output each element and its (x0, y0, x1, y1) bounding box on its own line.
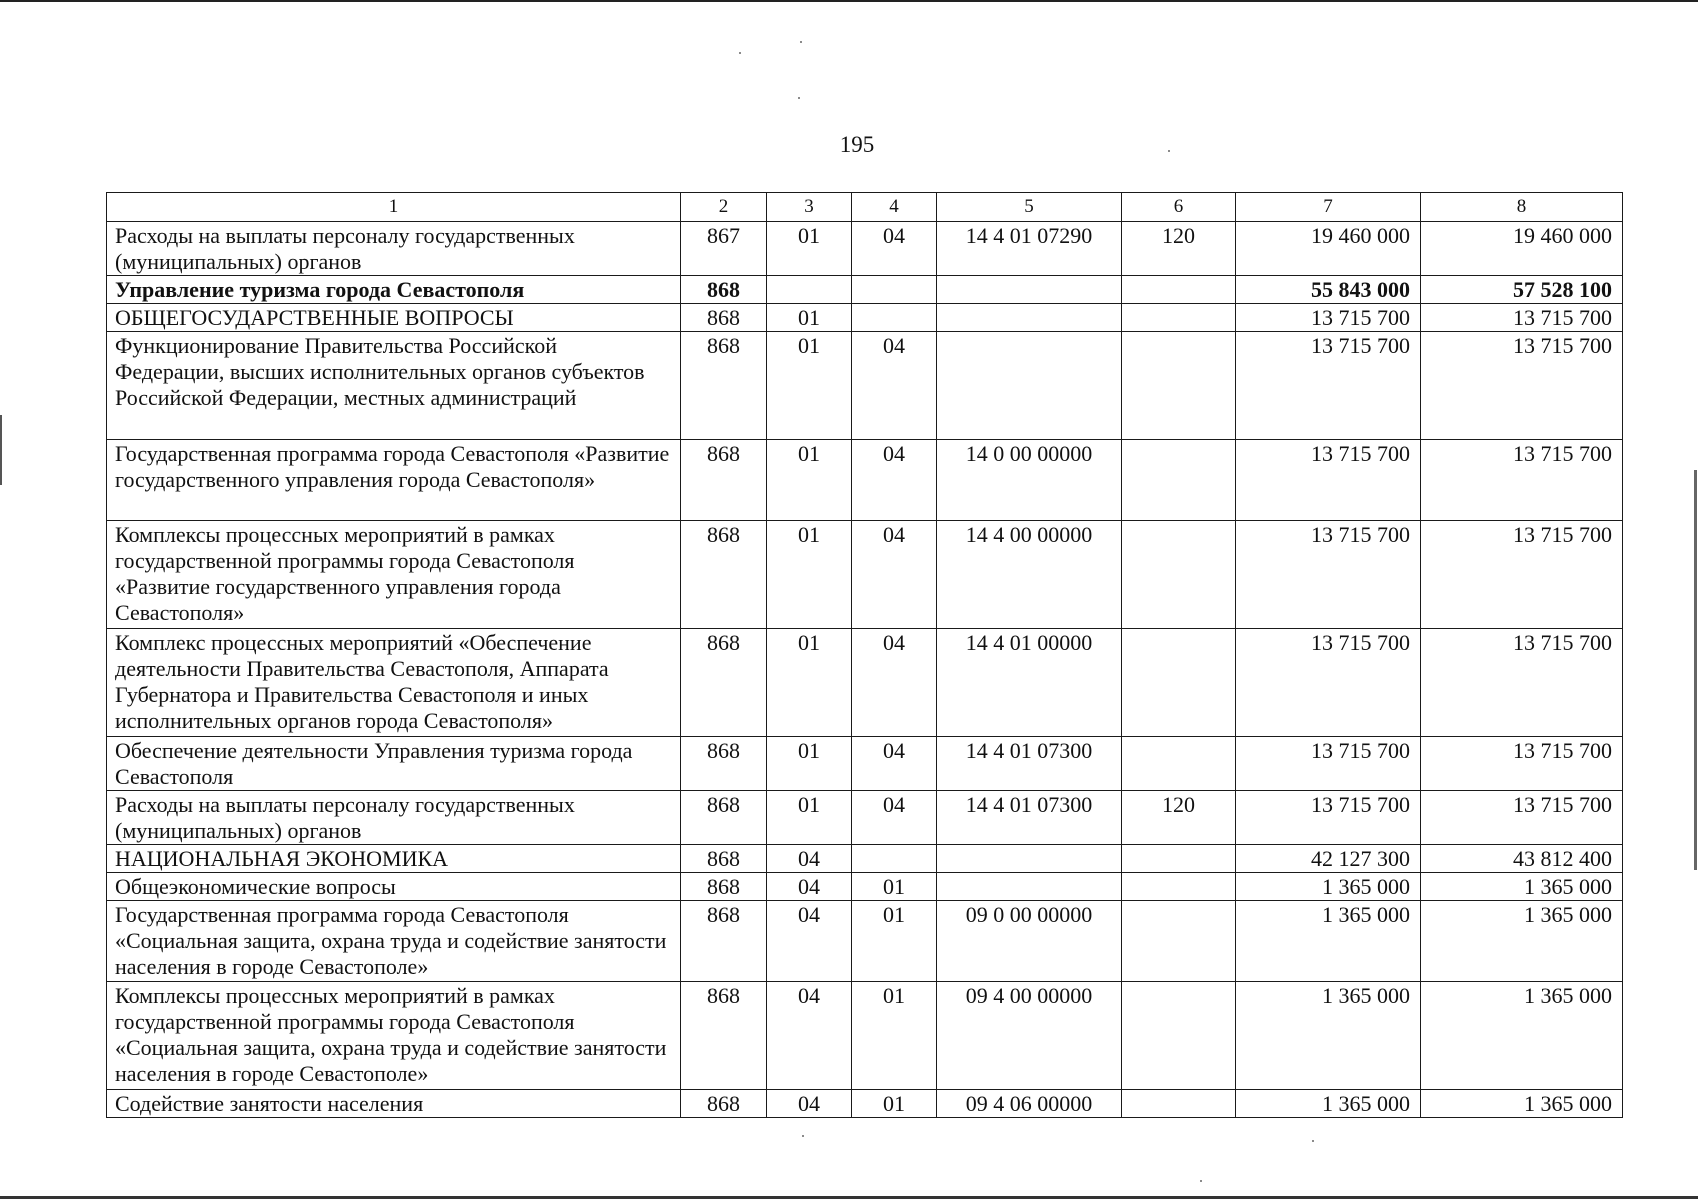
row-code-col3: 01 (767, 440, 852, 521)
scan-speck (1168, 150, 1170, 152)
row-code-col5 (937, 332, 1122, 440)
row-code-col2: 868 (681, 1090, 767, 1118)
row-code-col3: 04 (767, 1090, 852, 1118)
row-code-col2: 868 (681, 873, 767, 901)
row-amount-col7: 13 715 700 (1236, 440, 1421, 521)
row-code-col4: 04 (852, 791, 937, 845)
scan-border-right (1694, 470, 1697, 870)
row-amount-col8: 43 812 400 (1421, 845, 1623, 873)
table-row (107, 982, 1623, 1090)
column-header: 2 (681, 193, 767, 222)
row-code-col2: 868 (681, 304, 767, 332)
row-name-cell: Комплекс процессных мероприятий «Обеспечение деятельности Правительства Севастополя, Аппарата Губернатора и Правительства Севастополя и иных исполнительных органов города Севастополя» (107, 629, 681, 737)
table-row (107, 737, 1623, 791)
row-amount-col8: 1 365 000 (1421, 873, 1623, 901)
table-row (107, 304, 1623, 332)
column-header: 5 (937, 193, 1122, 222)
row-amount-col7: 13 715 700 (1236, 304, 1421, 332)
table-row (107, 440, 1623, 521)
row-code-col2: 868 (681, 521, 767, 629)
row-name-cell: Содействие занятости населения (107, 1090, 681, 1118)
row-amount-col8: 13 715 700 (1421, 332, 1623, 440)
table-row (107, 276, 1623, 304)
row-amount-col7: 1 365 000 (1236, 1090, 1421, 1118)
row-code-col3: 04 (767, 982, 852, 1090)
budget-table (106, 192, 1623, 1118)
row-amount-col8: 13 715 700 (1421, 521, 1623, 629)
row-code-col2: 867 (681, 222, 767, 276)
column-header: 6 (1122, 193, 1236, 222)
row-code-col5: 14 4 01 07290 (937, 222, 1122, 276)
row-amount-col8: 13 715 700 (1421, 629, 1623, 737)
row-code-col2: 868 (681, 982, 767, 1090)
row-code-col6 (1122, 276, 1236, 304)
table-row (107, 222, 1623, 276)
row-code-col2: 868 (681, 440, 767, 521)
table-row (107, 629, 1623, 737)
row-code-col6 (1122, 873, 1236, 901)
column-header: 4 (852, 193, 937, 222)
row-name-cell: Комплексы процессных мероприятий в рамках государственной программы города Севастополя «Социальная защита, охрана труда и содействие занятости населения в городе Севастополе» (107, 982, 681, 1090)
row-code-col3: 01 (767, 737, 852, 791)
row-amount-col7: 13 715 700 (1236, 629, 1421, 737)
row-code-col4 (852, 304, 937, 332)
row-amount-col8: 1 365 000 (1421, 982, 1623, 1090)
scan-speck (739, 52, 741, 54)
row-amount-col7: 13 715 700 (1236, 521, 1421, 629)
row-code-col3: 04 (767, 845, 852, 873)
row-name-cell: Обеспечение деятельности Управления туризма города Севастополя (107, 737, 681, 791)
column-header: 7 (1236, 193, 1421, 222)
row-code-col4: 04 (852, 737, 937, 791)
column-header: 1 (107, 193, 681, 222)
table-header-row (107, 193, 1623, 222)
row-amount-col7: 42 127 300 (1236, 845, 1421, 873)
row-amount-col7: 19 460 000 (1236, 222, 1421, 276)
row-code-col2: 868 (681, 901, 767, 982)
row-code-col4: 01 (852, 901, 937, 982)
scan-speck (1312, 1140, 1314, 1142)
row-code-col3: 04 (767, 901, 852, 982)
row-amount-col8: 57 528 100 (1421, 276, 1623, 304)
row-amount-col7: 1 365 000 (1236, 982, 1421, 1090)
row-name-cell: Государственная программа города Севастополя «Развитие государственного управления города Севастополя» (107, 440, 681, 521)
row-code-col6 (1122, 845, 1236, 873)
row-code-col3: 01 (767, 629, 852, 737)
row-amount-col7: 1 365 000 (1236, 873, 1421, 901)
row-name-cell: Функционирование Правительства Российской Федерации, высших исполнительных органов субъектов Российской Федерации, местных администраций (107, 332, 681, 440)
row-code-col6 (1122, 332, 1236, 440)
row-code-col5: 09 4 06 00000 (937, 1090, 1122, 1118)
row-code-col4: 01 (852, 873, 937, 901)
table-row (107, 1090, 1623, 1118)
scan-border-top (0, 0, 1698, 2)
row-name-cell: Расходы на выплаты персоналу государственных (муниципальных) органов (107, 791, 681, 845)
row-code-col3: 01 (767, 521, 852, 629)
row-code-col6 (1122, 521, 1236, 629)
row-code-col2: 868 (681, 737, 767, 791)
scan-border-bottom (0, 1196, 1698, 1199)
scan-speck (1200, 1180, 1202, 1182)
row-code-col5: 14 0 00 00000 (937, 440, 1122, 521)
row-code-col3: 01 (767, 332, 852, 440)
scan-speck (802, 1135, 804, 1137)
row-code-col4: 04 (852, 332, 937, 440)
scan-speck (800, 41, 802, 43)
row-code-col5 (937, 845, 1122, 873)
row-amount-col7: 13 715 700 (1236, 332, 1421, 440)
row-name-cell: ОБЩЕГОСУДАРСТВЕННЫЕ ВОПРОСЫ (107, 304, 681, 332)
row-code-col6: 120 (1122, 791, 1236, 845)
row-code-col6 (1122, 440, 1236, 521)
row-amount-col7: 13 715 700 (1236, 737, 1421, 791)
row-code-col4: 01 (852, 982, 937, 1090)
row-amount-col8: 13 715 700 (1421, 737, 1623, 791)
scan-speck (798, 97, 800, 99)
table-row (107, 873, 1623, 901)
row-amount-col8: 1 365 000 (1421, 1090, 1623, 1118)
row-code-col5: 14 4 01 07300 (937, 737, 1122, 791)
row-code-col3: 01 (767, 304, 852, 332)
row-code-col3: 01 (767, 222, 852, 276)
row-code-col6: 120 (1122, 222, 1236, 276)
column-header: 8 (1421, 193, 1623, 222)
column-header: 3 (767, 193, 852, 222)
row-amount-col8: 13 715 700 (1421, 440, 1623, 521)
row-code-col2: 868 (681, 791, 767, 845)
row-code-col6 (1122, 629, 1236, 737)
table-row (107, 521, 1623, 629)
row-code-col6 (1122, 982, 1236, 1090)
row-code-col5 (937, 873, 1122, 901)
row-code-col3: 04 (767, 873, 852, 901)
row-amount-col8: 19 460 000 (1421, 222, 1623, 276)
row-code-col6 (1122, 1090, 1236, 1118)
row-amount-col7: 13 715 700 (1236, 791, 1421, 845)
row-name-cell: Комплексы процессных мероприятий в рамках государственной программы города Севастополя «Развитие государственного управления города Севастополя» (107, 521, 681, 629)
row-code-col2: 868 (681, 629, 767, 737)
row-code-col4: 04 (852, 222, 937, 276)
table-row (107, 332, 1623, 440)
row-code-col5: 09 4 00 00000 (937, 982, 1122, 1090)
row-amount-col8: 13 715 700 (1421, 304, 1623, 332)
row-name-cell: Управление туризма города Севастополя (107, 276, 681, 304)
row-code-col4: 04 (852, 521, 937, 629)
table-row (107, 845, 1623, 873)
row-code-col2: 868 (681, 276, 767, 304)
row-code-col4 (852, 276, 937, 304)
row-code-col3 (767, 276, 852, 304)
row-code-col4: 01 (852, 1090, 937, 1118)
row-amount-col8: 1 365 000 (1421, 901, 1623, 982)
row-amount-col7: 1 365 000 (1236, 901, 1421, 982)
row-code-col5: 14 4 00 00000 (937, 521, 1122, 629)
table-row (107, 791, 1623, 845)
row-code-col5: 14 4 01 07300 (937, 791, 1122, 845)
row-name-cell: НАЦИОНАЛЬНАЯ ЭКОНОМИКА (107, 845, 681, 873)
row-code-col5: 14 4 01 00000 (937, 629, 1122, 737)
row-code-col2: 868 (681, 332, 767, 440)
row-amount-col7: 55 843 000 (1236, 276, 1421, 304)
scan-border-left (0, 415, 2, 485)
row-amount-col8: 13 715 700 (1421, 791, 1623, 845)
row-code-col5 (937, 304, 1122, 332)
row-code-col5 (937, 276, 1122, 304)
row-name-cell: Государственная программа города Севастополя «Социальная защита, охрана труда и содействие занятости населения в городе Севастополе» (107, 901, 681, 982)
row-name-cell: Общеэкономические вопросы (107, 873, 681, 901)
row-code-col6 (1122, 737, 1236, 791)
row-code-col4: 04 (852, 629, 937, 737)
page-number: 195 (839, 132, 875, 157)
row-code-col4 (852, 845, 937, 873)
row-code-col6 (1122, 901, 1236, 982)
row-code-col2: 868 (681, 845, 767, 873)
row-name-cell: Расходы на выплаты персоналу государственных (муниципальных) органов (107, 222, 681, 276)
table-body (107, 222, 1623, 1118)
row-code-col6 (1122, 304, 1236, 332)
row-code-col5: 09 0 00 00000 (937, 901, 1122, 982)
table-row (107, 901, 1623, 982)
row-code-col4: 04 (852, 440, 937, 521)
row-code-col3: 01 (767, 791, 852, 845)
